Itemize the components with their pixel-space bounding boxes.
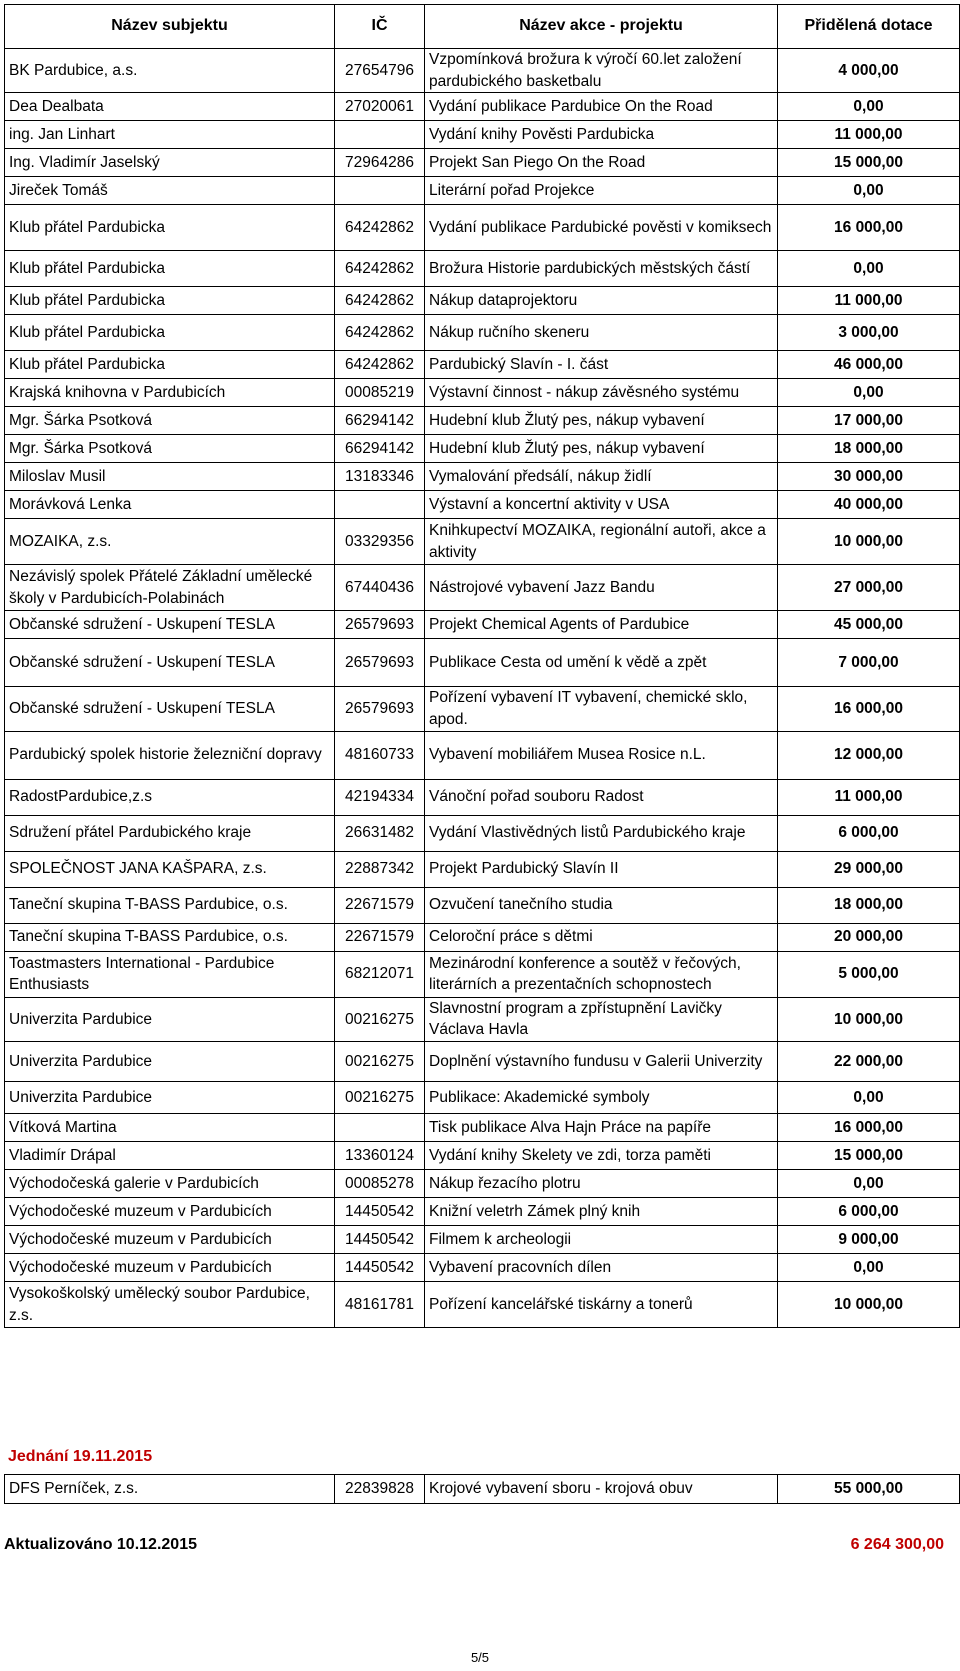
ic-cell: 14450542: [335, 1254, 425, 1282]
amount-cell: 0,00: [778, 177, 960, 205]
ic-cell: 26579693: [335, 639, 425, 687]
ic-cell: 67440436: [335, 565, 425, 611]
ic-cell: 64242862: [335, 205, 425, 251]
table-row: [5, 1114, 960, 1142]
ic-cell: 26631482: [335, 815, 425, 851]
amount-cell: 0,00: [778, 379, 960, 407]
table-row: [5, 49, 960, 93]
amount-cell: 11 000,00: [778, 121, 960, 149]
table-row: [5, 779, 960, 815]
project-cell: Filmem k archeologii: [425, 1226, 778, 1254]
project-cell: Nástrojové vybavení Jazz Bandu: [425, 565, 778, 611]
table-row: [5, 93, 960, 121]
amount-cell: 16 000,00: [778, 687, 960, 731]
subject-cell: Pardubický spolek historie železniční dopravy: [5, 731, 335, 779]
ic-cell: 14450542: [335, 1198, 425, 1226]
amount-cell: 10 000,00: [778, 519, 960, 565]
total-amount: 6 264 300,00: [850, 1536, 944, 1553]
amount-cell: 17 000,00: [778, 407, 960, 435]
amount-cell: 18 000,00: [778, 435, 960, 463]
ic-cell: 64242862: [335, 315, 425, 351]
table-row: [5, 149, 960, 177]
table-row: [5, 1082, 960, 1114]
project-cell: Pardubický Slavín - I. část: [425, 351, 778, 379]
ic-cell: 66294142: [335, 407, 425, 435]
ic-cell: 00216275: [335, 1082, 425, 1114]
amount-cell: 46 000,00: [778, 351, 960, 379]
amount-cell: 0,00: [778, 251, 960, 287]
subject-cell: Univerzita Pardubice: [5, 1042, 335, 1082]
project-cell: Vydání publikace Pardubické pověsti v komiksech: [425, 205, 778, 251]
ic-cell: 26579693: [335, 687, 425, 731]
amount-cell: 20 000,00: [778, 923, 960, 951]
table-row: [5, 565, 960, 611]
ic-cell: 13360124: [335, 1142, 425, 1170]
project-cell: Vydání knihy Pověsti Pardubicka: [425, 121, 778, 149]
amount-cell: 10 000,00: [778, 1282, 960, 1328]
ic-cell: [335, 1114, 425, 1142]
ic-cell: [335, 177, 425, 205]
header-ic: IČ: [335, 5, 425, 49]
ic-cell: 27654796: [335, 49, 425, 93]
subject-cell: Taneční skupina T-BASS Pardubice, o.s.: [5, 887, 335, 923]
amount-cell: 40 000,00: [778, 491, 960, 519]
table-row: [5, 1254, 960, 1282]
project-cell: Literární pořad Projekce: [425, 177, 778, 205]
subject-cell: SPOLEČNOST JANA KAŠPARA, z.s.: [5, 851, 335, 887]
page-number: 5/5: [470, 1650, 490, 1665]
ic-cell: 22839828: [335, 1475, 425, 1504]
subject-cell: Východočeské muzeum v Pardubicích: [5, 1198, 335, 1226]
subject-cell: BK Pardubice, a.s.: [5, 49, 335, 93]
subject-cell: Miloslav Musil: [5, 463, 335, 491]
ic-cell: 64242862: [335, 287, 425, 315]
amount-cell: 29 000,00: [778, 851, 960, 887]
header-project: Název akce - projektu: [425, 5, 778, 49]
project-cell: Brožura Historie pardubických městských částí: [425, 251, 778, 287]
table-row: [5, 251, 960, 287]
amount-cell: 16 000,00: [778, 1114, 960, 1142]
ic-cell: 72964286: [335, 149, 425, 177]
table-row: [5, 177, 960, 205]
table-row: [5, 1282, 960, 1328]
subject-cell: Občanské sdružení - Uskupení TESLA: [5, 639, 335, 687]
ic-cell: 27020061: [335, 93, 425, 121]
subject-cell: Univerzita Pardubice: [5, 1082, 335, 1114]
ic-cell: 64242862: [335, 351, 425, 379]
subject-cell: DFS Perníček, z.s.: [5, 1475, 335, 1504]
subject-cell: RadostPardubice,z.s: [5, 779, 335, 815]
table-row: [5, 379, 960, 407]
subject-cell: Klub přátel Pardubicka: [5, 351, 335, 379]
subject-cell: Vladimír Drápal: [5, 1142, 335, 1170]
table-row: [5, 887, 960, 923]
header-amount: Přidělená dotace: [778, 5, 960, 49]
project-cell: Krojové vybavení sboru - krojová obuv: [425, 1475, 778, 1504]
table-row: [5, 407, 960, 435]
subject-cell: Občanské sdružení - Uskupení TESLA: [5, 687, 335, 731]
amount-cell: 4 000,00: [778, 49, 960, 93]
grants-body: [5, 49, 960, 1328]
amount-cell: 55 000,00: [778, 1475, 960, 1504]
amount-cell: 22 000,00: [778, 1042, 960, 1082]
project-cell: Vánoční pořad souboru Radost: [425, 779, 778, 815]
project-cell: Nákup ručního skeneru: [425, 315, 778, 351]
table-row: [5, 519, 960, 565]
subject-cell: Mgr. Šárka Psotková: [5, 407, 335, 435]
amount-cell: 3 000,00: [778, 315, 960, 351]
project-cell: Výstavní a koncertní aktivity v USA: [425, 491, 778, 519]
ic-cell: 22887342: [335, 851, 425, 887]
project-cell: Publikace Cesta od umění k vědě a zpět: [425, 639, 778, 687]
amount-cell: 6 000,00: [778, 1198, 960, 1226]
amount-cell: 0,00: [778, 93, 960, 121]
table-row: [5, 1198, 960, 1226]
subject-cell: Nezávislý spolek Přátelé Základní umělecké školy v Pardubicích-Polabinách: [5, 565, 335, 611]
amount-cell: 12 000,00: [778, 731, 960, 779]
table-row: [5, 287, 960, 315]
amount-cell: 9 000,00: [778, 1226, 960, 1254]
subject-cell: Dea Dealbata: [5, 93, 335, 121]
project-cell: Slavnostní program a zpřístupnění Lavičky Václava Havla: [425, 997, 778, 1041]
amount-cell: 18 000,00: [778, 887, 960, 923]
ic-cell: 26579693: [335, 611, 425, 639]
subject-cell: Morávková Lenka: [5, 491, 335, 519]
project-cell: Projekt Chemical Agents of Pardubice: [425, 611, 778, 639]
project-cell: Projekt Pardubický Slavín II: [425, 851, 778, 887]
table-row: [5, 951, 960, 997]
subject-cell: Východočeská galerie v Pardubicích: [5, 1170, 335, 1198]
ic-cell: 00085278: [335, 1170, 425, 1198]
table-row: [5, 491, 960, 519]
project-cell: Pořízení vybavení IT vybavení, chemické sklo, apod.: [425, 687, 778, 731]
subject-cell: Jireček Tomáš: [5, 177, 335, 205]
amount-cell: 5 000,00: [778, 951, 960, 997]
ic-cell: 22671579: [335, 887, 425, 923]
subject-cell: MOZAIKA, z.s.: [5, 519, 335, 565]
table-row: [5, 1226, 960, 1254]
table-row: [5, 997, 960, 1041]
project-cell: Tisk publikace Alva Hajn Práce na papíře: [425, 1114, 778, 1142]
ic-cell: 68212071: [335, 951, 425, 997]
project-cell: Nákup dataprojektoru: [425, 287, 778, 315]
project-cell: Vymalování předsálí, nákup židlí: [425, 463, 778, 491]
subject-cell: Mgr. Šárka Psotková: [5, 435, 335, 463]
subject-cell: Východočeské muzeum v Pardubicích: [5, 1226, 335, 1254]
project-cell: Vydání Vlastivědných listů Pardubického kraje: [425, 815, 778, 851]
project-cell: Celoroční práce s dětmi: [425, 923, 778, 951]
grants-table: [4, 4, 960, 1328]
project-cell: Hudební klub Žlutý pes, nákup vybavení: [425, 407, 778, 435]
project-cell: Vzpomínková brožura k výročí 60.let založení pardubického basketbalu: [425, 49, 778, 93]
table-row: [5, 1170, 960, 1198]
project-cell: Výstavní činnost - nákup závěsného systému: [425, 379, 778, 407]
table-row: [5, 687, 960, 731]
amount-cell: 15 000,00: [778, 149, 960, 177]
amount-cell: 10 000,00: [778, 997, 960, 1041]
table-row: [5, 205, 960, 251]
subject-cell: Krajská knihovna v Pardubicích: [5, 379, 335, 407]
project-cell: Nákup řezacího plotru: [425, 1170, 778, 1198]
subject-cell: Ing. Vladimír Jaselský: [5, 149, 335, 177]
ic-cell: 22671579: [335, 923, 425, 951]
ic-cell: [335, 121, 425, 149]
subject-cell: Sdružení přátel Pardubického kraje: [5, 815, 335, 851]
table-row: [5, 639, 960, 687]
project-cell: Vybavení mobiliářem Musea Rosice n.L.: [425, 731, 778, 779]
project-cell: Vybavení pracovních dílen: [425, 1254, 778, 1282]
amount-cell: 27 000,00: [778, 565, 960, 611]
subject-cell: Klub přátel Pardubicka: [5, 315, 335, 351]
project-cell: Publikace: Akademické symboly: [425, 1082, 778, 1114]
ic-cell: 00216275: [335, 997, 425, 1041]
ic-cell: 14450542: [335, 1226, 425, 1254]
subject-cell: Klub přátel Pardubicka: [5, 287, 335, 315]
amount-cell: 11 000,00: [778, 287, 960, 315]
extra-table: [4, 1474, 960, 1504]
amount-cell: 15 000,00: [778, 1142, 960, 1170]
updated-label: Aktualizováno 10.12.2015: [4, 1536, 197, 1553]
project-cell: Ozvučení tanečního studia: [425, 887, 778, 923]
subject-cell: Vítková Martina: [5, 1114, 335, 1142]
ic-cell: 66294142: [335, 435, 425, 463]
table-row: [5, 611, 960, 639]
table-row: [5, 463, 960, 491]
ic-cell: 00085219: [335, 379, 425, 407]
ic-cell: 03329356: [335, 519, 425, 565]
meeting-label: Jednání 19.11.2015: [8, 1448, 153, 1465]
project-cell: Projekt San Piego On the Road: [425, 149, 778, 177]
table-row: [5, 851, 960, 887]
subject-cell: Klub přátel Pardubicka: [5, 205, 335, 251]
project-cell: Hudební klub Žlutý pes, nákup vybavení: [425, 435, 778, 463]
ic-cell: 48160733: [335, 731, 425, 779]
amount-cell: 7 000,00: [778, 639, 960, 687]
amount-cell: 0,00: [778, 1254, 960, 1282]
subject-cell: Vysokoškolský umělecký soubor Pardubice, z.s.: [5, 1282, 335, 1328]
subject-cell: Občanské sdružení - Uskupení TESLA: [5, 611, 335, 639]
table-row: [5, 315, 960, 351]
subject-cell: Východočeské muzeum v Pardubicích: [5, 1254, 335, 1282]
project-cell: Pořízení kancelářské tiskárny a tonerů: [425, 1282, 778, 1328]
subject-cell: Toastmasters International - Pardubice Enthusiasts: [5, 951, 335, 997]
table-row: [5, 1142, 960, 1170]
amount-cell: 30 000,00: [778, 463, 960, 491]
table-row: [5, 731, 960, 779]
table-row: [5, 923, 960, 951]
ic-cell: 00216275: [335, 1042, 425, 1082]
amount-cell: 0,00: [778, 1170, 960, 1198]
subject-cell: ing. Jan Linhart: [5, 121, 335, 149]
header-row: [5, 5, 960, 49]
amount-cell: 45 000,00: [778, 611, 960, 639]
ic-cell: 13183346: [335, 463, 425, 491]
table-row: [5, 815, 960, 851]
subject-cell: Klub přátel Pardubicka: [5, 251, 335, 287]
table-row: [5, 1042, 960, 1082]
project-cell: Vydání knihy Skelety ve zdi, torza paměti: [425, 1142, 778, 1170]
project-cell: Vydání publikace Pardubice On the Road: [425, 93, 778, 121]
table-row: [5, 121, 960, 149]
subject-cell: Taneční skupina T-BASS Pardubice, o.s.: [5, 923, 335, 951]
amount-cell: 11 000,00: [778, 779, 960, 815]
project-cell: Knihkupectví MOZAIKA, regionální autoři, akce a aktivity: [425, 519, 778, 565]
subject-cell: Univerzita Pardubice: [5, 997, 335, 1041]
amount-cell: 16 000,00: [778, 205, 960, 251]
ic-cell: 42194334: [335, 779, 425, 815]
ic-cell: [335, 491, 425, 519]
ic-cell: 48161781: [335, 1282, 425, 1328]
amount-cell: 0,00: [778, 1082, 960, 1114]
table-row: [5, 351, 960, 379]
header-subject: Název subjektu: [5, 5, 335, 49]
amount-cell: 6 000,00: [778, 815, 960, 851]
project-cell: Knižní veletrh Zámek plný knih: [425, 1198, 778, 1226]
table-row: [5, 435, 960, 463]
table-row: [5, 1475, 960, 1504]
project-cell: Doplnění výstavního fundusu v Galerii Univerzity: [425, 1042, 778, 1082]
ic-cell: 64242862: [335, 251, 425, 287]
project-cell: Mezinárodní konference a soutěž v řečových, literárních a prezentačních schopnostech: [425, 951, 778, 997]
